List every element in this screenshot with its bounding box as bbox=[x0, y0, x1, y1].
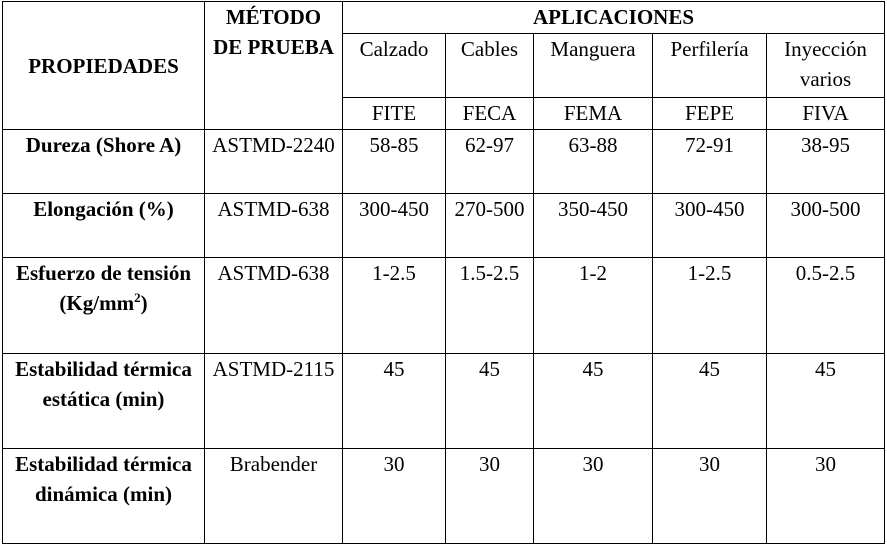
app-name: Cables bbox=[446, 34, 534, 98]
value-cell: 300-500 bbox=[767, 194, 885, 258]
app-code: FECA bbox=[446, 98, 534, 130]
app-name: Manguera bbox=[534, 34, 653, 98]
property-label-tail: ) bbox=[140, 291, 148, 315]
value-cell: 1-2.5 bbox=[653, 258, 767, 354]
test-method: Brabender bbox=[205, 449, 343, 544]
value-cell: 1-2 bbox=[534, 258, 653, 354]
value-cell: 45 bbox=[653, 354, 767, 449]
value-cell: 1-2.5 bbox=[343, 258, 446, 354]
app-code: FIVA bbox=[767, 98, 885, 130]
value-cell: 0.5-2.5 bbox=[767, 258, 885, 354]
value-cell: 300-450 bbox=[343, 194, 446, 258]
value-cell: 45 bbox=[446, 354, 534, 449]
value-cell: 1.5-2.5 bbox=[446, 258, 534, 354]
value-cell: 30 bbox=[534, 449, 653, 544]
value-cell: 45 bbox=[343, 354, 446, 449]
table-row bbox=[3, 258, 885, 354]
property-label-text: Esfuerzo de tensión (Kg/mm bbox=[16, 261, 191, 315]
properties-table bbox=[2, 1, 885, 544]
table-row bbox=[3, 194, 885, 258]
value-cell: 30 bbox=[767, 449, 885, 544]
app-name: Inyección varios bbox=[767, 34, 885, 98]
test-method: ASTMD-2115 bbox=[205, 354, 343, 449]
value-cell: 300-450 bbox=[653, 194, 767, 258]
app-code: FITE bbox=[343, 98, 446, 130]
test-method: ASTMD-2240 bbox=[205, 130, 343, 194]
value-cell: 30 bbox=[653, 449, 767, 544]
superscript: 2 bbox=[134, 290, 141, 305]
app-code: FEMA bbox=[534, 98, 653, 130]
value-cell: 270-500 bbox=[446, 194, 534, 258]
app-code: FEPE bbox=[653, 98, 767, 130]
value-cell: 63-88 bbox=[534, 130, 653, 194]
header-row-1 bbox=[3, 2, 885, 34]
property-label: Dureza (Shore A) bbox=[3, 130, 205, 194]
value-cell: 72-91 bbox=[653, 130, 767, 194]
value-cell: 30 bbox=[343, 449, 446, 544]
property-label: Elongación (%) bbox=[3, 194, 205, 258]
value-cell: 45 bbox=[767, 354, 885, 449]
value-cell: 350-450 bbox=[534, 194, 653, 258]
value-cell: 62-97 bbox=[446, 130, 534, 194]
property-label bbox=[3, 258, 205, 354]
value-cell: 30 bbox=[446, 449, 534, 544]
table-row bbox=[3, 354, 885, 449]
header-metodo: MÉTODO DE PRUEBA bbox=[205, 2, 343, 130]
value-cell: 38-95 bbox=[767, 130, 885, 194]
header-propiedades: PROPIEDADES bbox=[3, 2, 205, 130]
property-label: Estabilidad térmica estática (min) bbox=[3, 354, 205, 449]
test-method: ASTMD-638 bbox=[205, 194, 343, 258]
app-name: Calzado bbox=[343, 34, 446, 98]
test-method: ASTMD-638 bbox=[205, 258, 343, 354]
table-row bbox=[3, 449, 885, 544]
header-aplicaciones: APLICACIONES bbox=[343, 2, 885, 34]
table-row bbox=[3, 130, 885, 194]
property-label: Estabilidad térmica dinámica (min) bbox=[3, 449, 205, 544]
value-cell: 58-85 bbox=[343, 130, 446, 194]
app-name: Perfilería bbox=[653, 34, 767, 98]
value-cell: 45 bbox=[534, 354, 653, 449]
